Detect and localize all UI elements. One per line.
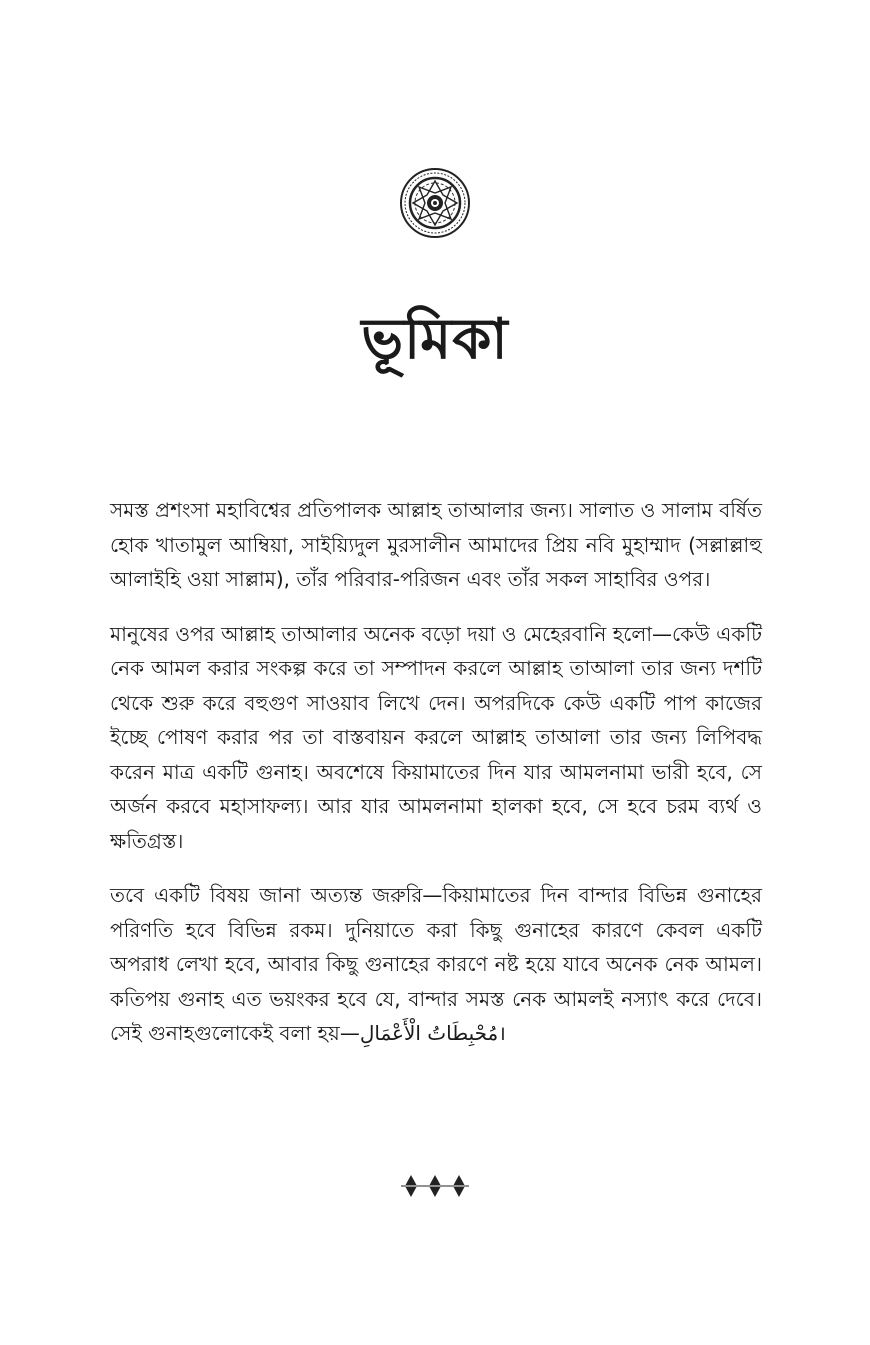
- medallion-ornament-icon: [399, 167, 471, 239]
- arabic-term: مُحْبِطَاتُ الْأَعْمَالِ: [359, 1021, 499, 1045]
- paragraph-2: মানুষের ওপর আল্লাহ তাআলার অনেক বড়ো দয়া ও মেহেরবানি হলো—কেউ একটি নেক আমল করার সংকল্প করে তা সম্পাদন করলে আল্লাহ তাআলা তার জন্য দশটি থেকে শুরু করে বহুগুণ সাওয়াব লিখে দেন। অপরদিকে কেউ একটি পাপ কাজের ইচ্ছে পোষণ করার পর তা বাস্তবায়ন করলে আল্লাহ তাআলা তার জন্য লিপিবদ্ধ করেন মাত্র একটি গুনাহ। অবশেষে কিয়ামাতের দিন যার আমলনামা ভারী হবে, সে অর্জন করবে মহাসাফল্য। আর যার আমলনামা হালকা হবে, সে হবে চরম ব্যর্থ ও ক্ষতিগ্রস্ত।: [110, 621, 762, 853]
- paragraph-3-text: তবে একটি বিষয় জানা অত্যন্ত জরুরি—কিয়ামাতের দিন বান্দার বিভিন্ন গুনাহের পরিণতি হবে বিভিন্ন রকম। দুনিয়াতে করা কিছু গুনাহের কারণে কেবল একটি অপরাধ লেখা হবে, আবার কিছু গুনাহের কারণে নষ্ট হয়ে যাবে অনেক নেক আমল। কতিপয় গুনাহ এত ভয়ংকর হবে যে, বান্দার সমস্ত নেক আমলই নস্যাৎ করে দেবে। সেই গুনাহগুলোকেই বলা হয়—: [110, 883, 762, 1045]
- body-text: [110, 493, 762, 1071]
- page-title: ভূমিকা: [361, 307, 509, 372]
- paragraph-3-end: ।: [498, 1021, 506, 1045]
- paragraph-3: [110, 878, 762, 1051]
- paragraph-1: সমস্ত প্রশংসা মহাবিশ্বের প্রতিপালক আল্লাহ তাআলার জন্য। সালাত ও সালাম বর্ষিত হোক খাতামুল আম্বিয়া, সাইয়্যিদুল মুরসালীন আমাদের প্রিয় নবি মুহাম্মাদ (সল্লাল্লাহু আলাইহি ওয়া সাল্লাম), তাঁর পরিবার-পরিজন এবং তাঁর সকল সাহাবির ওপর।: [110, 498, 762, 591]
- diamond-divider-icon: [399, 1172, 471, 1200]
